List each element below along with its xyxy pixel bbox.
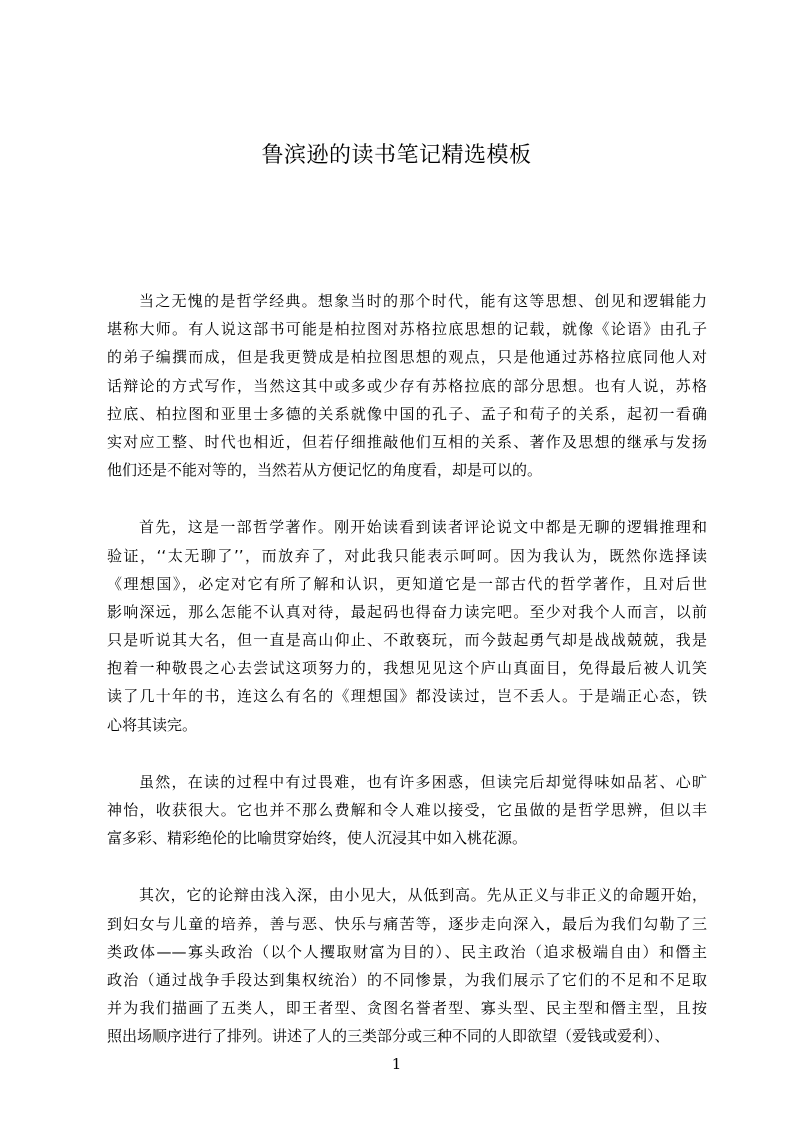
paragraph-line: 当之无愧的是哲学经典。想象当时的那个时代，能有这等思想、创见和逻辑能力 (139, 292, 707, 310)
paragraph-line: 实对应工整、时代也相近，但若仔细推敲他们互相的关系、著作及思想的继承与发扬 (107, 432, 707, 451)
paragraph (107, 287, 707, 484)
paragraph-line: 《理想国》，必定对它有所了解和认识，更知道它是一部古代的哲学著作，且对后世 (107, 574, 707, 593)
paragraph-line: 虽然，在读的过程中有过畏难，也有许多困惑，但读完后却觉得味如品茗、心旷 (139, 772, 707, 791)
paragraph-line: 堪称大师。有人说这部书可能是柏拉图对苏格拉底思想的记载，就像《论语》由孔子 (107, 320, 707, 339)
paragraph-line: 抱着一种敬畏之心去尝试这项努力的，我想见见这个庐山真面目，免得最后被人讥笑 (107, 659, 707, 678)
paragraph (107, 881, 707, 1050)
paragraph-line: 心将其读完。 (107, 715, 198, 734)
paragraph-line: 照出场顺序进行了排列。讲述了人的三类部分或三种不同的人即欲望（爱钱或爱利）、 (107, 1027, 670, 1046)
paragraph-line: 并为我们描画了五类人，即王者型、贪图名誉者型、寡头型、民主型和僭主型，且按 (107, 999, 707, 1018)
paragraph-line: 神怡，收获很大。它也并不那么费解和令人难以接受，它虽做的是哲学思辨，但以丰 (107, 801, 707, 819)
paragraph-line: 政治（通过战争手段达到集权统治）的不同惨景，为我们展示了它们的不足和不足取 (107, 970, 707, 989)
paragraph-line: 影响深远，那么怎能不认真对待，最起码也得奋力读完吧。至少对我个人而言，以前 (107, 602, 707, 621)
paragraph-line: 话辩论的方式写作，当然这其中或多或少存有苏格拉底的部分思想。也有人说，苏格 (107, 376, 707, 395)
paragraph-line: 类政体——寡头政治（以个人攫取财富为目的）、民主政治（追求极端自由）和僭主 (107, 942, 707, 961)
paragraph-line: 读了几十年的书，连这么有名的《理想国》都没读过，岂不丢人。于是端正心态，铁 (107, 687, 707, 706)
paragraph-line: 的弟子编撰而成，但是我更赞成是柏拉图思想的观点，只是他通过苏格拉底同他人对 (107, 348, 707, 367)
paragraph-line: 他们还是不能对等的，当然若从方便记忆的角度看，却是可以的。 (107, 461, 543, 480)
document-body (107, 287, 707, 1080)
document-title: 鲁滨逊的读书笔记精选模板 (261, 143, 532, 168)
paragraph-line: 验证，‘‘太无聊了’’，而放弃了，对此我只能表示呵呵。因为我认为，既然你选择读 (107, 546, 707, 565)
paragraph-line: 其次，它的论辩由浅入深，由小见大，从低到高。先从正义与非正义的命题开始， (139, 886, 707, 905)
paragraph-line: 首先，这是一部哲学著作。刚开始读看到读者评论说文中都是无聊的逻辑推理和 (139, 518, 707, 537)
paragraph-line: 只是听说其大名，但一直是高山仰止、不敢亵玩，而今鼓起勇气却是战战兢兢，我是 (107, 631, 707, 650)
paragraph (107, 768, 707, 853)
paragraph (107, 513, 707, 739)
paragraph-line: 富多彩、精彩绝伦的比喻贯穿始终，使人沉浸其中如入桃花源。 (107, 829, 528, 848)
paragraph-line: 到妇女与儿童的培养，善与恶、快乐与痛苦等，逐步走向深入，最后为我们勾勒了三 (107, 914, 707, 933)
paragraph-line: 拉底、柏拉图和亚里士多德的关系就像中国的孔子、孟子和荀子的关系，起初一看确 (107, 404, 707, 423)
page-number: 1 (391, 1055, 402, 1073)
